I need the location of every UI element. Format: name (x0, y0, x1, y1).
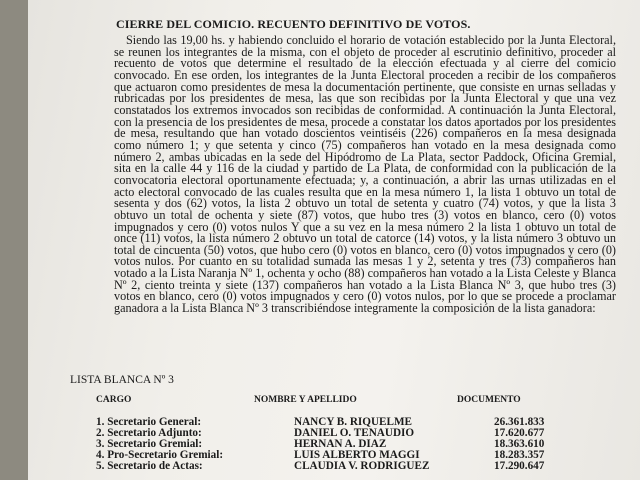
cargo-cell: 1. Secretario General: (96, 416, 202, 428)
table-row (96, 416, 636, 427)
cargo-cell: 3. Secretario Gremial: (96, 438, 203, 450)
nombre-cell: LUIS ALBERTO MAGGI (294, 449, 420, 461)
column-header-documento: DOCUMENTO (457, 395, 521, 405)
cargo-cell: 2. Secretario Adjunto: (96, 427, 202, 439)
document-body: Siendo las 19,00 hs. y habiendo concluido el horario de votación establecido por la Junta Electoral, se reunen los integrantes de la misma, con el objeto de proceder al escrutinio definitivo, proceder al recuento de votos que determine el resultado de la elección efectuada y al cierre del comicio convocado. En ese orden, los integrantes de la Junta Electoral proceden a recibir de los compañeros que actuaron como presidentes de mesa la documentación pertinente, que consiste en urnas selladas y rubricadas por los presidentes de mesa, las que son recibidas por la Junta Electoral y que una vez constatados los extremos invocados son recibidas de conformidad. A continuación la Junta Electoral, con la presencia de los presidentes de mesa, procede a constatar los datos aportados por los presidentes de mesa, resultando que han votado doscientos veintiséis (226) compañeros en la mesa designada como número 1; y que setenta y cinco (75) compañeros han votado en la mesa designada como número 2, ambas ubicadas en la sede del Hipódromo de La Plata, sector Paddock, Oficina Gremial, sita en la calle 44 y 116 de la ciudad y partido de La Plata, de conformidad con la publicación de la convocatoria electoral oportunamente efectuada; y, a continuación, a abrir las urnas utilizadas en el acto electoral convocado de las cuales resulta que en la mesa número 1, la lista 1 obtuvo un total de sesenta y dos (62) votos, la lista 2 obtuvo un total de setenta y cuatro (74) votos, y que la lista 3 obtuvo un total de ochenta y siete (87) votos, que hubo tres (3) votos en blanco, cero (0) votos impugnados y cero (0) votos nulos Y que a su vez en la mesa número 2 la lista 1 obtuvo un total de once (11) votos, la lista número 2 obtuvo un total de catorce (14) votos, y la lista número 3 obtuvo un total de cincuenta (50) votos, que hubo cero (0) votos en blanco, cero (0) votos impugnados y cero (0) votos nulos. Por cuanto en su totalidad sumada las mesas 1 y 2, setenta y tres (73) compañeros han votado a la Lista Naranja Nº 1, ochenta y ocho (88) compañeros han votado a la Lista Celeste y Blanca Nº 2, ciento treinta y siete (137) compañeros han votado a la Lista Blanca Nº 3, que hubo tres (3) votos en blanco, cero (0) votos impugnados y cero (0) votos nulos, por lo que se procede a proclamar ganadora a la Lista Blanca Nº 3 transcribiéndose integramente la composición de la lista ganadora: (114, 33, 616, 316)
list-title: LISTA BLANCA Nº 3 (70, 374, 174, 386)
cargo-cell: 5. Secretario de Actas: (96, 460, 203, 472)
members-table (96, 416, 636, 471)
nombre-cell: HERNAN A. DIAZ (294, 438, 387, 450)
documento-cell: 17.620.677 (494, 427, 545, 439)
cargo-cell: 4. Pro-Secretario Gremial: (96, 449, 224, 461)
document-page (28, 0, 640, 480)
nombre-cell: DANIEL O. TENAUDIO (294, 427, 415, 439)
column-header-nombre: NOMBRE Y APELLIDO (254, 395, 357, 405)
documento-cell: 17.290.647 (494, 460, 545, 472)
documento-cell: 18.363.610 (494, 438, 545, 450)
documento-cell: 18.283.357 (494, 449, 545, 461)
document-heading: CIERRE DEL COMICIO. RECUENTO DEFINITIVO DE VOTOS. (116, 17, 471, 31)
column-header-cargo: CARGO (96, 395, 132, 405)
documento-cell: 26.361.833 (494, 416, 545, 428)
table-row (96, 449, 636, 460)
table-row (96, 427, 636, 438)
table-row (96, 438, 636, 449)
nombre-cell: CLAUDIA V. RODRIGUEZ (294, 460, 430, 472)
nombre-cell: NANCY B. RIQUELME (294, 416, 412, 428)
table-row (96, 460, 636, 471)
